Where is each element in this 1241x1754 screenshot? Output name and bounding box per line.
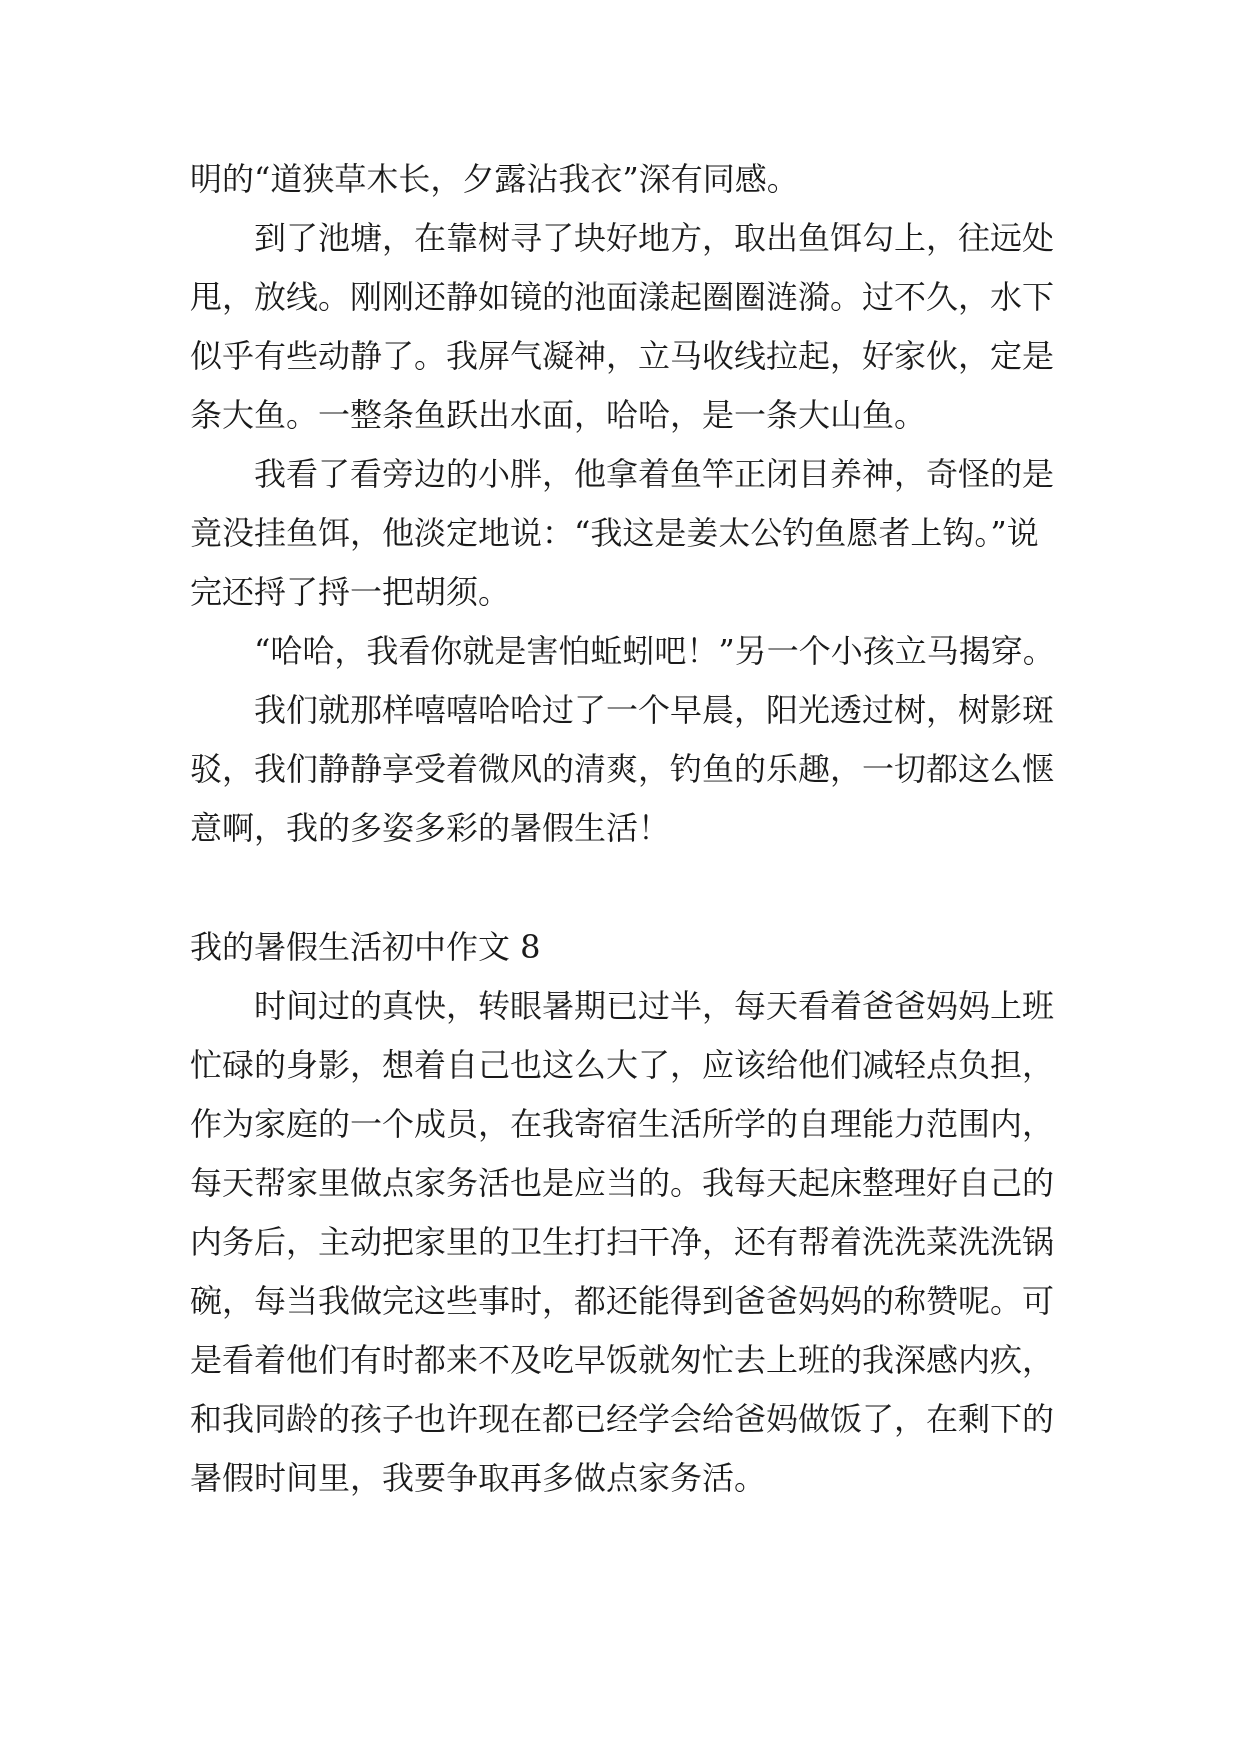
section-heading: 我的暑假生活初中作文 8	[190, 928, 541, 966]
paragraph-1: 明的“道狭草木长，夕露沾我衣”深有同感。	[190, 160, 799, 198]
paragraph-5: 我们就那样嘻嘻哈哈过了一个早晨，阳光透过树，树影斑驳，我们静静享受着微风的清爽，钓鱼的乐趣，一切都这么惬意啊，我的多姿多彩的暑假生活！	[190, 691, 1055, 847]
paragraph-4: “哈哈，我看你就是害怕蚯蚓吧！”另一个小孩立马揭穿。	[254, 632, 1055, 670]
paragraph-6: 时间过的真快，转眼暑期已过半，每天看着爸爸妈妈上班忙碌的身影，想着自己也这么大了，应该给他们减轻点负担，作为家庭的一个成员，在我寄宿生活所学的自理能力范围内，每天帮家里做点家务活也是应当的。我每天起床整理好自己的内务后，主动把家里的卫生打扫干净，还有帮着洗洗菜洗洗锅碗，每当我做完这些事时，都还能得到爸爸妈妈的称赞呢。可是看着他们有时都来不及吃早饭就匆忙去上班的我深感内疚，和我同龄的孩子也许现在都已经学会给爸妈做饭了，在剩下的暑假时间里，我要争取再多做点家务活。	[190, 987, 1055, 1497]
document-body	[190, 150, 1070, 1508]
paragraph-2: 到了池塘，在靠树寻了块好地方，取出鱼饵勾上，往远处甩，放线。刚刚还静如镜的池面漾起圈圈涟漪。过不久，水下似乎有些动静了。我屏气凝神，立马收线拉起，好家伙，定是条大鱼。一整条鱼跃出水面，哈哈，是一条大山鱼。	[190, 219, 1055, 434]
section-gap	[190, 858, 1070, 918]
paragraph-3: 我看了看旁边的小胖，他拿着鱼竿正闭目养神，奇怪的是竟没挂鱼饵，他淡定地说：“我这是姜太公钓鱼愿者上钩。”说完还捋了捋一把胡须。	[190, 455, 1055, 611]
